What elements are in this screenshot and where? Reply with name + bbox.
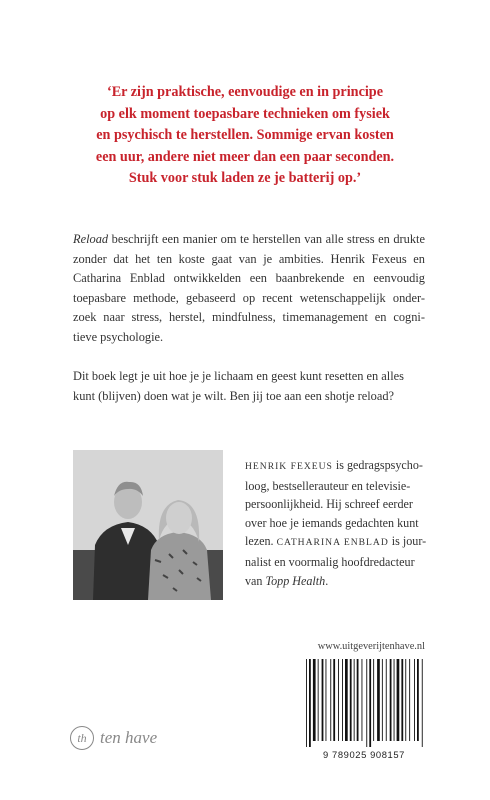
text-line: kunt (blijven) doen wat je wilt. Ben jij toe aan een shotje reload?: [73, 388, 395, 403]
barcode-bar: [414, 659, 415, 741]
text-line: tieve psychologie.: [73, 329, 164, 344]
description-paragraph: [73, 230, 425, 348]
quote-line: en psychisch te herstellen. Sommige ervan kosten: [96, 127, 394, 143]
barcode-bar: [357, 659, 359, 741]
barcode-bar: [326, 659, 327, 741]
author-photo: [73, 450, 223, 600]
barcode-bar: [362, 659, 363, 741]
text-span: is gedragspsycho-: [332, 458, 423, 472]
barcode-bar: [394, 659, 395, 741]
barcode-bar: [330, 659, 331, 741]
quote-line: een uur, andere niet meer dan een paar seconden.: [95, 148, 395, 165]
text-line: Dit boek legt je uit hoe je je lichaam en geest kunt resetten en alles: [73, 369, 404, 383]
barcode-bar: [417, 659, 419, 741]
barcode-bar: [401, 659, 403, 741]
text-span: is jour-: [388, 534, 427, 549]
barcode-bar: [390, 659, 392, 741]
bio-line: [245, 532, 425, 553]
publisher-logo: [70, 726, 157, 750]
bio-line: [245, 572, 425, 591]
text-span: .: [325, 573, 329, 588]
publisher-name: ten have: [100, 728, 158, 747]
barcode-bar: [338, 659, 339, 741]
barcode-bar: [333, 659, 335, 741]
author-photo-illustration: [73, 450, 223, 600]
barcode-bar: [382, 659, 383, 741]
barcode-bar: [405, 659, 406, 741]
barcode-bar: [366, 659, 367, 747]
isbn-number: 9 789025 908157: [323, 749, 405, 760]
barcode-bar: [309, 659, 311, 747]
text-span: beschrijft een manier om te herstellen van alle stress en drukte: [108, 232, 425, 246]
quote-line: op elk moment toepasbare technieken om fysiek: [100, 105, 390, 122]
bio-line: persoonlijkheid. Hij schreef eerder: [245, 497, 413, 512]
barcode-bar: [350, 659, 352, 741]
description-paragraph-2: [73, 367, 425, 406]
author-name: HENRIK FEXEUS: [245, 461, 333, 472]
bio-line: over hoe je iemands gedachten kunt: [245, 515, 419, 530]
text-line: Catharina Enblad ontwikkelden een baanbrekende en eenvoudig: [73, 271, 425, 286]
barcode-bar: [386, 659, 387, 741]
text-line: zoek naar stress, herstel, mindfulness, timemanagement en cogni-: [73, 310, 425, 325]
barcode-bar: [369, 659, 371, 747]
barcode-bar: [318, 659, 319, 741]
publisher-url: www.uitgeverijtenhave.nl: [317, 641, 425, 652]
text-line: toepasbare methode, gebaseerd op recent wetenschappelijk onder-: [73, 290, 425, 305]
book-title-italic: Reload: [73, 232, 109, 246]
magazine-title-italic: Topp Health: [265, 573, 326, 588]
barcode-bar: [322, 659, 324, 741]
barcode-bar: [377, 659, 380, 741]
barcode-bar: [342, 659, 343, 741]
text-span: lezen.: [245, 534, 277, 549]
barcode-bars: [302, 659, 426, 747]
barcode-bar: [373, 659, 374, 741]
barcode-bar: [409, 659, 410, 741]
text-line: [73, 230, 425, 250]
barcode-bar: [313, 659, 316, 741]
barcode: [302, 659, 426, 747]
text-line: zonder dat het ten koste gaat van je ambities. Henrik Fexeus en: [73, 251, 425, 266]
barcode-bar: [306, 659, 307, 747]
pull-quote: [0, 82, 490, 190]
author-name: CATHARINA ENBLAD: [276, 537, 389, 549]
quote-line: Stuk voor stuk laden ze je batterij op.’: [128, 170, 362, 186]
bio-line: nalist en voormalig hoofdredacteur: [245, 554, 415, 569]
author-bio: [245, 456, 425, 590]
quote-line: ‘Er zijn praktische, eenvoudige en in principe: [106, 84, 383, 100]
barcode-bar: [397, 659, 400, 741]
bio-line: [245, 456, 425, 477]
bio-line: loog, bestsellerauteur en televisie-: [245, 478, 411, 493]
publisher-emblem-icon: th: [70, 726, 94, 750]
barcode-bar: [422, 659, 423, 747]
barcode-bar: [354, 659, 355, 741]
barcode-bar: [345, 659, 348, 741]
text-span: van: [245, 573, 266, 588]
